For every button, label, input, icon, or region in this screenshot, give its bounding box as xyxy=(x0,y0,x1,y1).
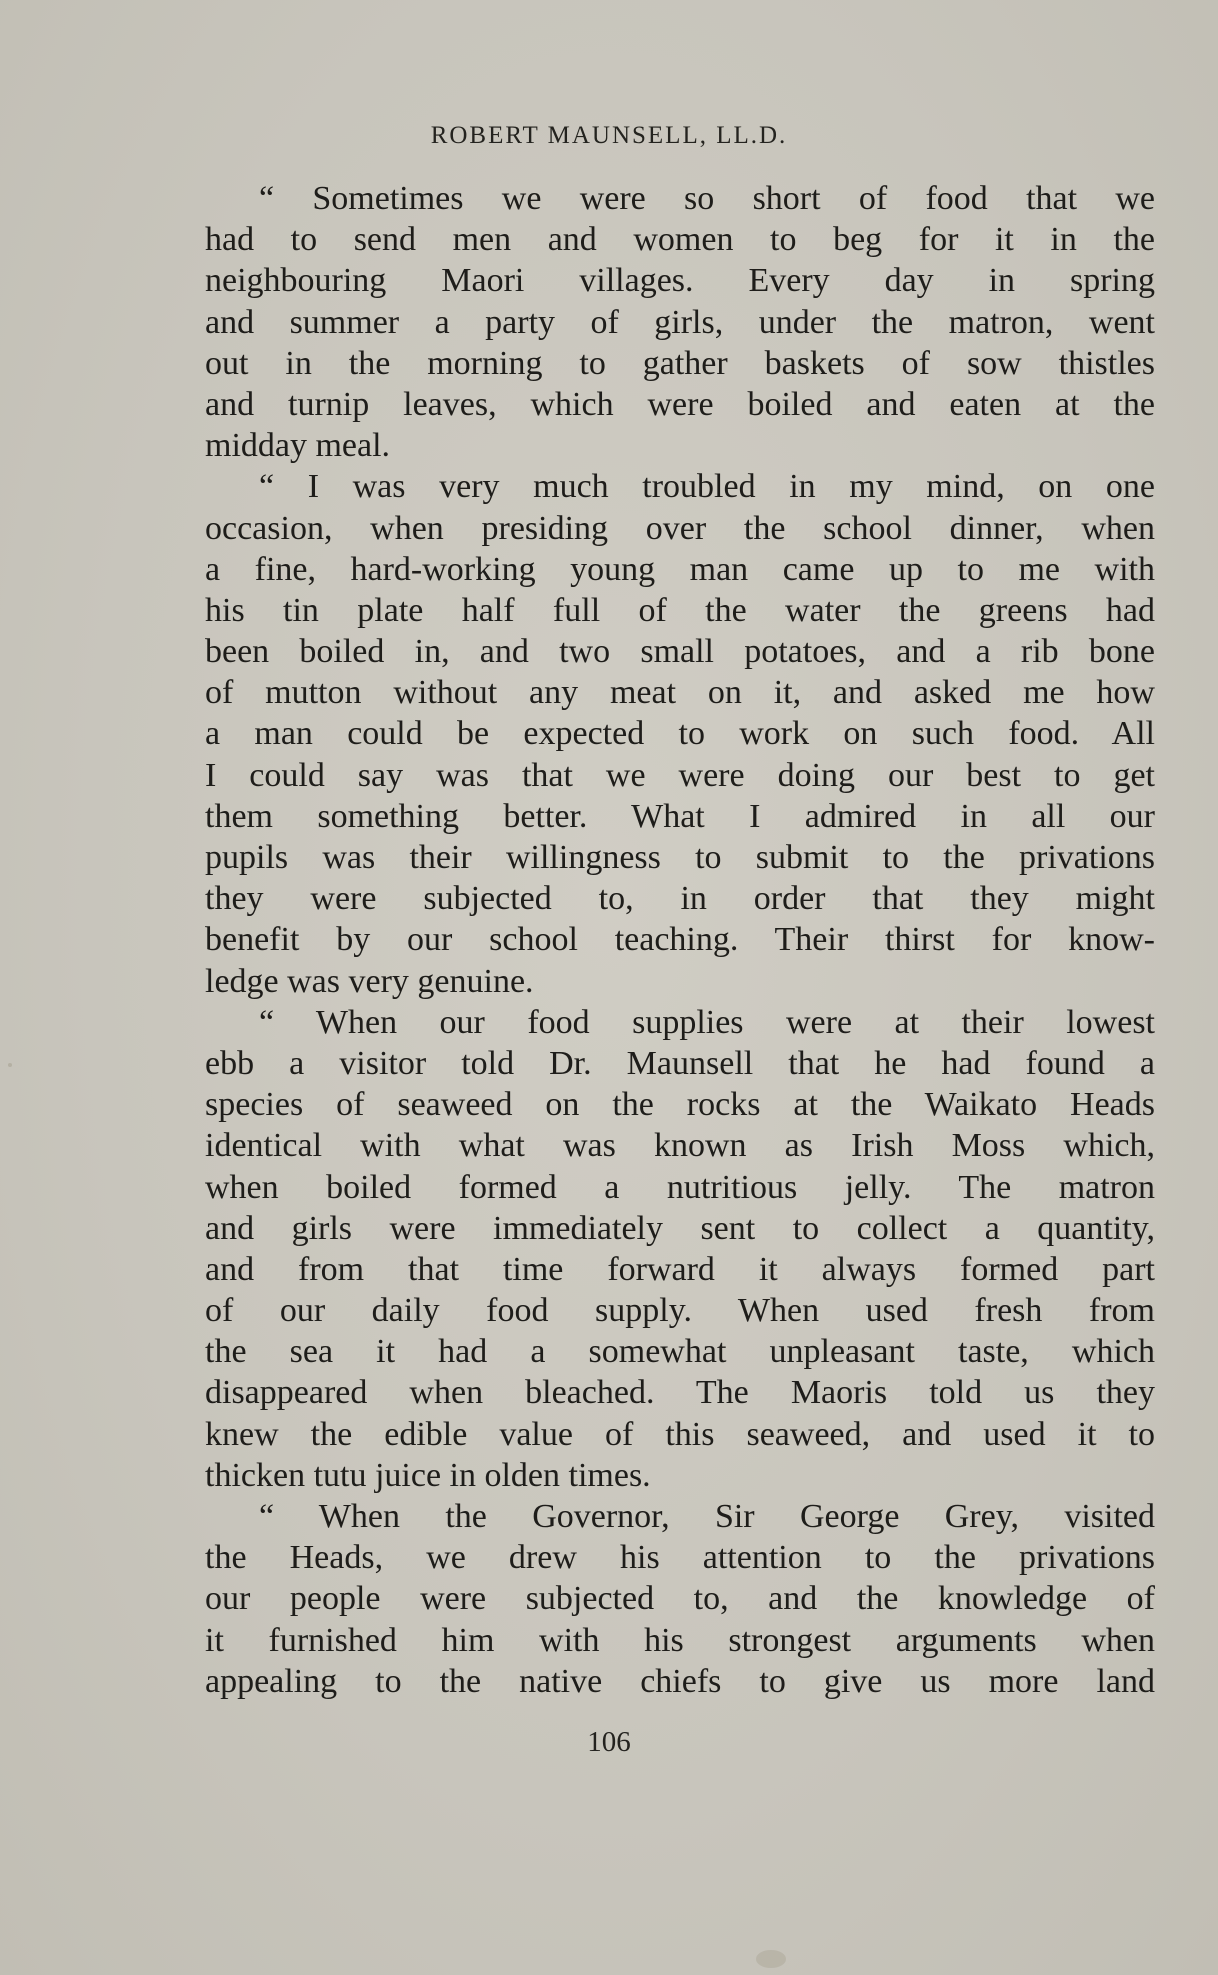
body-text xyxy=(205,178,1155,1702)
text-line: “ When our food supplies were at their lowest xyxy=(259,1003,1155,1041)
text-line: them something better. What I admired in all our xyxy=(205,797,1155,835)
text-line: a man could be expected to work on such food. All xyxy=(205,715,1155,753)
text-line: “ Sometimes we were so short of food that we xyxy=(259,180,1155,217)
text-line: and girls were immediately sent to collect a quantity, xyxy=(205,1209,1155,1247)
text-line: occasion, when presiding over the school dinner, when xyxy=(205,509,1155,547)
text-line: and from that time forward it always formed part xyxy=(205,1250,1155,1288)
text-line: knew the edible value of this seaweed, and used it to xyxy=(205,1415,1155,1453)
text-line: when boiled formed a nutritious jelly. The matron xyxy=(205,1168,1155,1206)
text-line: ledge was very genuine. xyxy=(205,962,534,1000)
text-line: I could say was that we were doing our best to get xyxy=(205,756,1155,794)
text-line: a fine, hard-working young man came up to me with xyxy=(205,550,1155,588)
text-line: ebb a visitor told Dr. Maunsell that he had found a xyxy=(205,1044,1155,1082)
text-line: appealing to the native chiefs to give us more land xyxy=(205,1662,1155,1700)
text-line: the sea it had a somewhat unpleasant taste, which xyxy=(205,1333,1155,1371)
text-line: species of seaweed on the rocks at the Waikato Heads xyxy=(205,1086,1155,1124)
text-line: had to send men and women to beg for it in the xyxy=(205,221,1155,259)
text-line: disappeared when bleached. The Maoris told us they xyxy=(205,1374,1155,1412)
text-line: been boiled in, and two small potatoes, and a rib bone xyxy=(205,633,1155,671)
text-line: of mutton without any meat on it, and asked me how xyxy=(205,674,1155,712)
text-line: midday meal. xyxy=(205,427,391,465)
running-head: ROBERT MAUNSELL, LL.D. xyxy=(430,122,788,149)
text-line: and summer a party of girls, under the matron, went xyxy=(205,303,1155,341)
text-line: the Heads, we drew his attention to the privations xyxy=(205,1539,1155,1577)
paper-speck xyxy=(8,1063,12,1067)
text-line: thicken tutu juice in olden times. xyxy=(205,1456,651,1494)
text-line: it furnished him with his strongest arguments when xyxy=(205,1621,1155,1659)
text-line: benefit by our school teaching. Their thirst for know- xyxy=(205,921,1155,959)
text-line: “ I was very much troubled in my mind, on one xyxy=(259,468,1155,506)
paper-speck xyxy=(756,1950,786,1968)
text-line: “ When the Governor, Sir George Grey, visited xyxy=(259,1498,1155,1535)
text-line: and turnip leaves, which were boiled and eaten at the xyxy=(205,385,1155,423)
text-line: identical with what was known as Irish Moss which, xyxy=(205,1127,1155,1165)
text-line: of our daily food supply. When used fresh from xyxy=(205,1292,1155,1330)
text-line: neighbouring Maori villages. Every day in spring xyxy=(205,262,1155,300)
text-line: our people were subjected to, and the knowledge of xyxy=(205,1580,1155,1618)
text-line: pupils was their willingness to submit to the privations xyxy=(205,839,1155,876)
page-number: 106 xyxy=(587,1726,631,1758)
text-line: out in the morning to gather baskets of sow thistles xyxy=(205,344,1155,382)
text-line: his tin plate half full of the water the greens had xyxy=(205,591,1155,629)
text-line: they were subjected to, in order that they might xyxy=(205,880,1155,918)
